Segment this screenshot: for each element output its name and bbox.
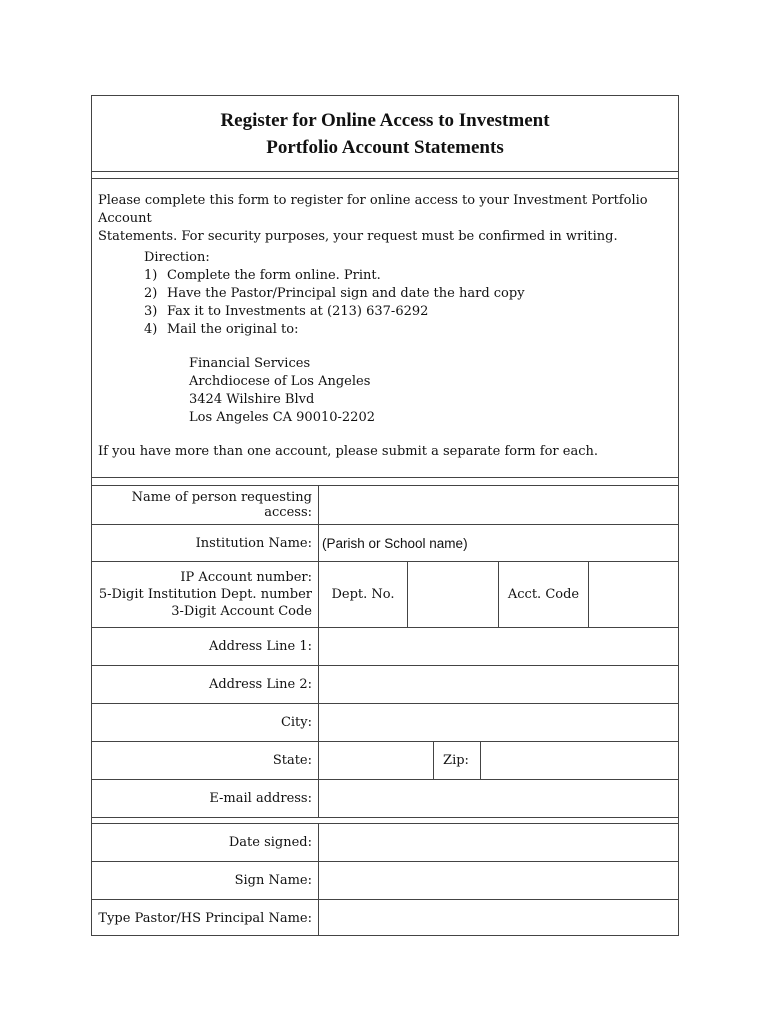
step-text: Mail the original to: xyxy=(167,322,299,337)
address-line: Los Angeles CA 90010-2202 xyxy=(189,410,375,425)
name-field[interactable] xyxy=(319,486,678,524)
step-item xyxy=(144,321,525,339)
email-label: E-mail address: xyxy=(209,791,312,806)
address1-row xyxy=(92,627,678,665)
institution-label: Institution Name: xyxy=(195,535,312,551)
sign-field[interactable] xyxy=(319,862,678,899)
city-field[interactable] xyxy=(319,704,678,741)
state-zip-row xyxy=(92,741,678,779)
intro-line-2: Statements. For security purposes, your request must be confirmed in writing. xyxy=(98,229,618,244)
acct-field[interactable] xyxy=(589,562,678,627)
date-field[interactable] xyxy=(319,824,678,861)
address2-row xyxy=(92,665,678,703)
cell-divider xyxy=(318,525,319,561)
step-text: Complete the form online. Print. xyxy=(167,268,381,283)
name-label: Name of person requesting access: xyxy=(131,490,312,520)
name-row xyxy=(92,485,678,524)
intro-text xyxy=(98,192,673,246)
sign-row xyxy=(92,861,678,899)
divider xyxy=(92,178,678,179)
state-field[interactable] xyxy=(319,742,433,779)
title-line-2: Portfolio Account Statements xyxy=(266,137,504,158)
date-row xyxy=(92,823,678,861)
intro-line-1: Please complete this form to register for online access to your Investment Portfolio Account xyxy=(98,193,648,226)
step-item xyxy=(144,285,525,303)
divider xyxy=(92,171,678,172)
type-name-field[interactable] xyxy=(319,900,678,936)
dept-field[interactable] xyxy=(408,562,497,627)
address-line: Financial Services xyxy=(189,356,311,371)
divider xyxy=(92,817,678,818)
zip-field[interactable] xyxy=(481,742,678,779)
divider xyxy=(92,477,678,478)
step-number: 2) xyxy=(144,286,158,301)
ip-account-label xyxy=(92,562,312,627)
date-label: Date signed: xyxy=(228,835,312,850)
address1-label: Address Line 1: xyxy=(208,639,312,654)
institution-field[interactable]: (Parish or School name) xyxy=(322,535,468,551)
step-number: 1) xyxy=(144,268,158,283)
title-section xyxy=(92,96,678,171)
ip-label-line: 3-Digit Account Code xyxy=(171,604,312,619)
institution-row xyxy=(92,524,678,561)
step-item xyxy=(144,303,525,321)
dept-label: Dept. No. xyxy=(331,587,395,602)
type-name-row xyxy=(92,899,678,936)
registration-form xyxy=(91,95,679,936)
step-text: Have the Pastor/Principal sign and date the hard copy xyxy=(167,286,525,301)
city-row xyxy=(92,703,678,741)
ip-account-row xyxy=(92,561,678,627)
address1-field[interactable] xyxy=(319,628,678,665)
ip-label-line: IP Account number: xyxy=(180,570,312,585)
step-number: 4) xyxy=(144,322,158,337)
zip-label: Zip: xyxy=(443,753,469,768)
type-name-label: Type Pastor/HS Principal Name: xyxy=(98,910,312,926)
step-item xyxy=(144,267,525,285)
state-label: State: xyxy=(272,753,312,768)
form-title xyxy=(92,96,678,161)
multiple-accounts-note: If you have more than one account, please submit a separate form for each. xyxy=(98,444,598,459)
ip-label-line: 5-Digit Institution Dept. number xyxy=(98,587,312,602)
mailing-address xyxy=(189,355,375,427)
address-line: 3424 Wilshire Blvd xyxy=(189,392,315,407)
city-label: City: xyxy=(280,715,312,730)
address-line: Archdiocese of Los Angeles xyxy=(189,374,371,389)
direction-heading: Direction: xyxy=(144,250,210,265)
address2-label: Address Line 2: xyxy=(208,677,312,692)
email-field[interactable] xyxy=(319,780,678,817)
direction-steps xyxy=(144,267,525,339)
email-row xyxy=(92,779,678,817)
title-line-1: Register for Online Access to Investment xyxy=(220,110,550,131)
step-text: Fax it to Investments at (213) 637-6292 xyxy=(167,304,429,319)
step-number: 3) xyxy=(144,304,158,319)
address2-field[interactable] xyxy=(319,666,678,703)
acct-label: Acct. Code xyxy=(507,587,580,602)
sign-label: Sign Name: xyxy=(234,873,312,888)
